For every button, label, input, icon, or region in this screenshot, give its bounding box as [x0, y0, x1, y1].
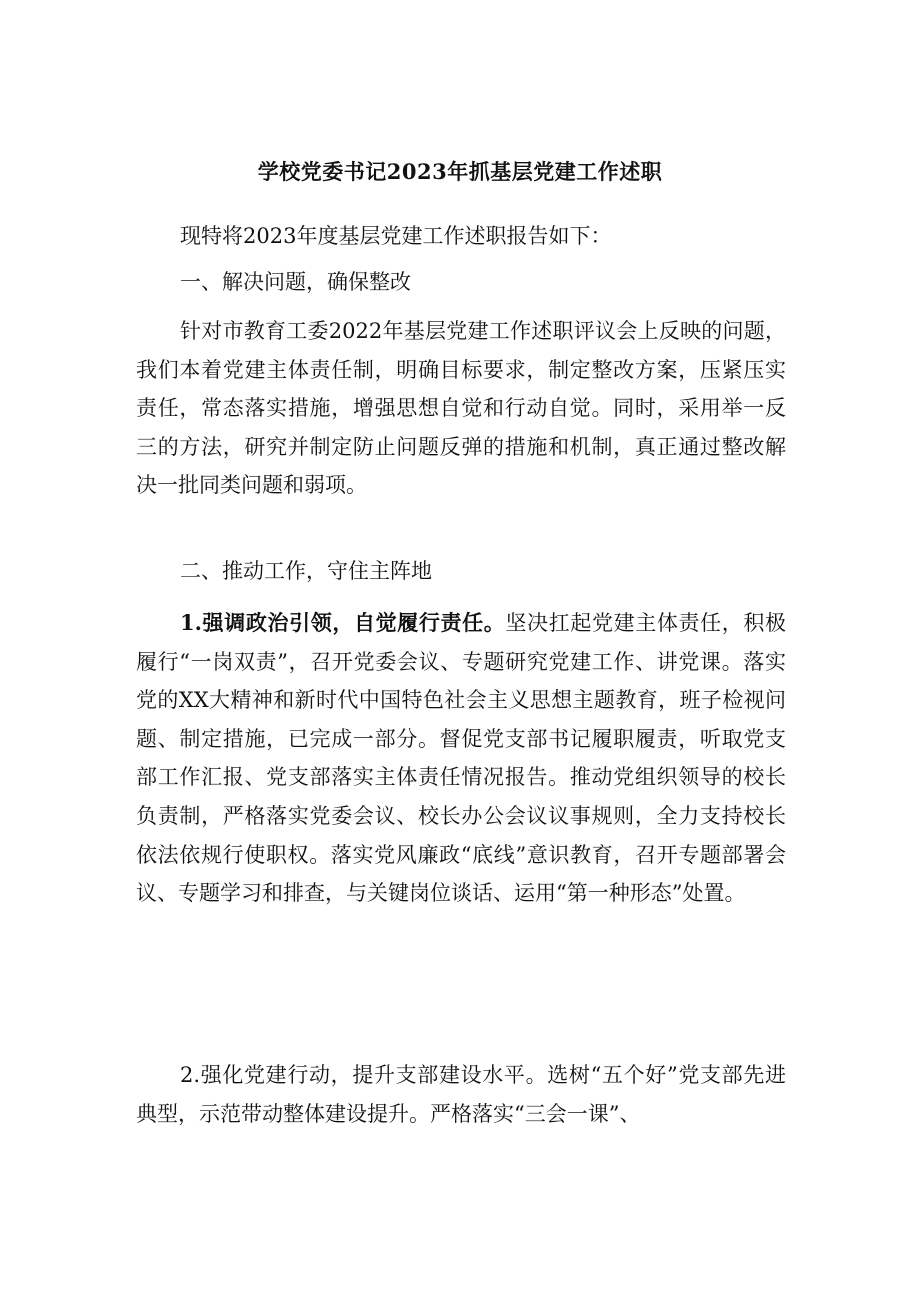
section-1-heading: 一、解决问题，确保整改	[180, 270, 411, 294]
document-title: 学校党委书记2023年抓基层党建工作述职	[257, 159, 663, 184]
item-1-lead: 1.强调政治引领，自觉履行责任。	[180, 610, 506, 635]
item-2-paragraph: 2.强化党建行动，提升支部建设水平。选树“五个好”党支部先进典型，示范带动整体建设提升。严格落实“三会一课”、	[136, 1063, 786, 1126]
section-2-heading: 二、推动工作，守住主阵地	[180, 559, 432, 583]
item-1-paragraph	[136, 604, 786, 913]
section-1-paragraph: 针对市教育工委2022年基层党建工作述职评议会上反映的问题，我们本着党建主体责任制，明确目标要求，制定整改方案，压紧压实责任，常态落实措施，增强思想自觉和行动自觉。同时，采用举一反三的方法，研究并制定防止问题反弹的措施和机制，真正通过整改解决一批同类问题和弱项。	[136, 319, 786, 498]
item-1-text: 坚决扛起党建主体责任，积极履行“一岗双责”，召开党委会议、专题研究党建工作、讲党课。落实党的XX大精神和新时代中国特色社会主义思想主题教育，班子检视问题、制定措施，已完成一部分。督促党支部书记履职履责，听取党支部工作汇报、党支部落实主体责任情况报告。推动党组织领导的校长负责制，严格落实党委会议、校长办公会议议事规则，全力支持校长依法依规行使职权。落实党风廉政“底线”意识教育，召开专题部署会议、专题学习和排查，与关键岗位谈话、运用“第一种形态”处置。	[136, 611, 787, 906]
intro-paragraph: 现特将2023年度基层党建工作述职报告如下：	[180, 224, 612, 248]
